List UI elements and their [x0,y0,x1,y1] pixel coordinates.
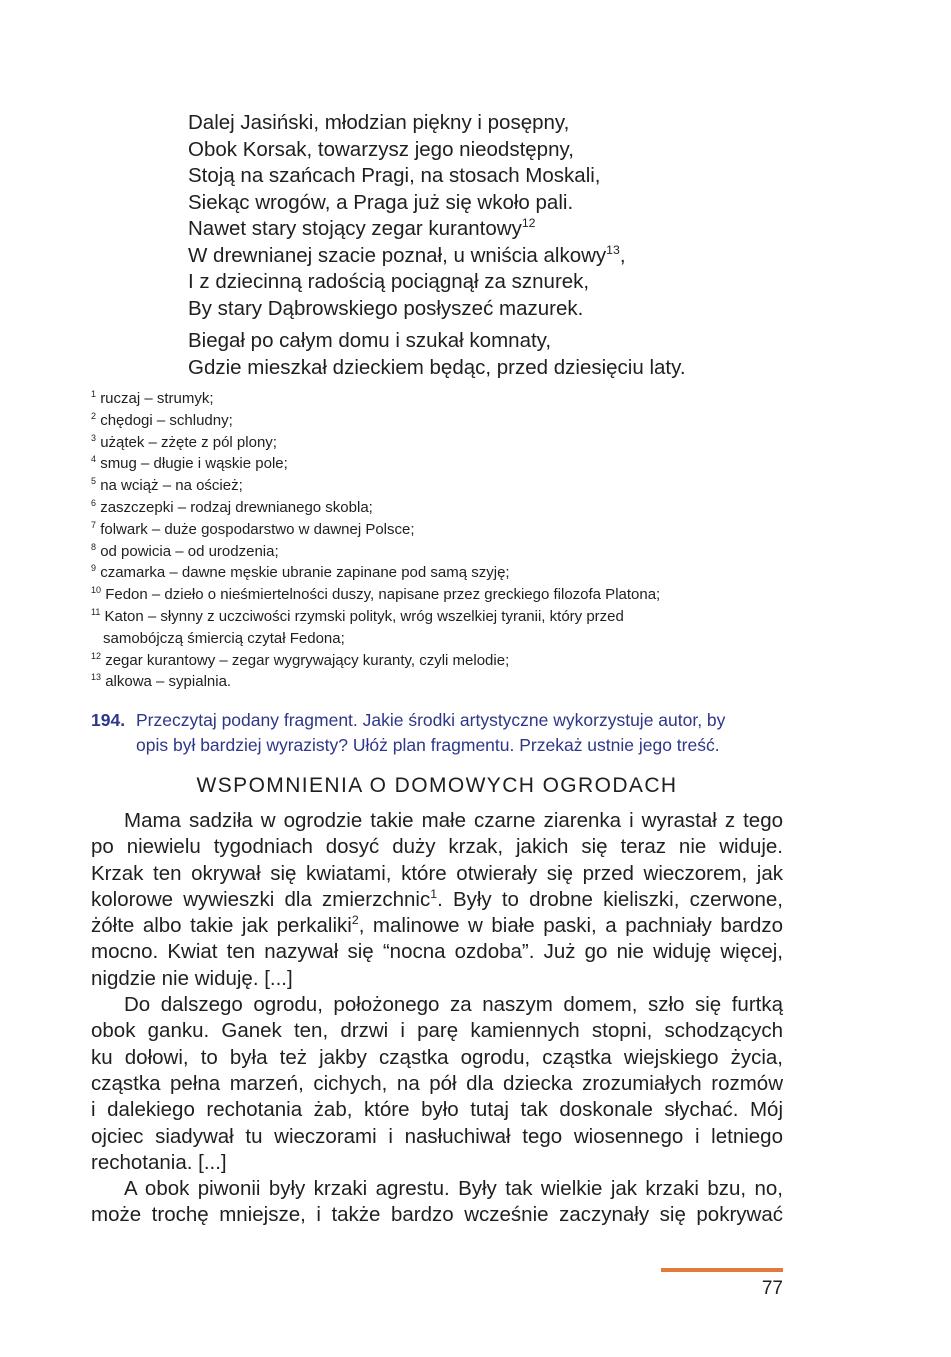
footnote: $^4$ smug – długie i wąskie pole; [91,454,288,473]
footnote: $^5$ na wciąż – na oścież; [91,476,243,495]
footnote: $^6$ zaszczepki – rodzaj drewnianego skobla; [91,497,373,516]
text-line: rechotania. [...] [91,1150,227,1174]
page-number: 77 [761,1278,783,1299]
poem-line: Gdzie mieszkał dzieckiem będąc, przed dziesięciu laty. [188,355,686,379]
text-line: ku dołowi, to była też jakby cząstka ogrodu, cząstka wiejskiego życia, [91,1045,783,1069]
text-line: A obok piwonii były krzaki agrestu. Były tak wielkie jak krzaki bzu, no, [124,1177,783,1201]
text-line: ojciec siadywał tu wieczorami i nasłuchiwał tego wiosennego i letniego [91,1124,783,1148]
poem-line: Biegał po całym domu i szukał komnaty, [188,329,552,352]
text-line: po niewielu tygodniach dosyć duży krzak, jakich się teraz nie widuje. [91,835,783,859]
poem-stanza [188,328,828,381]
exercise-line: opis był bardziej wyrazisty? Ułóż plan fragmentu. Przekaż ustnie jego treść. [136,735,720,755]
text-line: mocno. Kwiat ten nazywał się “nocna ozdoba”. Już go nie widuję więcej, [91,940,783,964]
paragraph [91,1176,783,1229]
footnote-ref: 13 [606,242,620,257]
footnote: $^9$ czamarka – dawne męskie ubranie zapinane pod samą szyję; [91,563,510,582]
poem-line: Dalej Jasiński, młodzian piękny i posępny, [188,111,570,134]
footnote-ref: 2 [351,913,359,928]
poem-line: Nawet stary stojący zegar kurantowy$^{12}$ [188,216,536,240]
poem-excerpt [188,110,828,381]
footnote: $^1$ ruczaj – strumyk; [91,389,214,407]
poem-line: Stoją na szańcach Pragi, na stosach Moskali, [188,164,601,187]
footnote: $^{13}$ alkowa – sypialnia. [91,672,232,691]
section-heading: WSPOMNIENIA O DOMOWYCH OGRODACH [196,774,678,797]
page-number-rule [661,1268,783,1272]
text-line: Krzak ten okrywał się kwiatami, które otwierały się przed wieczorem, jak [91,861,783,885]
footnote: $^2$ chędogi – schludny; [91,410,233,429]
poem-stanza [188,110,828,322]
text-line: i dalekiego rechotania żab, które było tutaj tak doskonale słychać. Mój [91,1098,783,1122]
text-line: nigdzie nie widuję. [...] [91,966,293,990]
exercise-number: 194. [91,710,126,730]
paragraph [91,808,783,992]
footnote-ref: 1 [430,887,438,902]
footnote-continuation: samobójczą śmiercią czytał Fedona; [103,629,345,647]
text-line: Do dalszego ogrodu, położonego za naszym domem, szło się furtką [124,993,783,1017]
footnote: $^{11}$ Katon – słynny z uczciwości rzymski polityk, wróg wszelkiej tyranii, który przed [91,606,624,625]
footnotes-list [91,388,791,693]
prose-text [91,808,783,1229]
poem-line: W drewnianej szacie poznał, u wniścia alkowy$^{13}$, [188,242,626,267]
footnote-ref: 12 [521,216,536,231]
poem-line: Siekąc wrogów, a Praga już się wkoło pali. [188,190,574,214]
poem-line: I z dziecinną radością pociągnął za sznurek, [188,270,590,293]
text-line: obok ganku. Ganek ten, drzwi i parę kamiennych stopni, schodzących [91,1019,783,1043]
footnote: $^8$ od powicia – od urodzenia; [91,541,279,560]
poem-line: By stary Dąbrowskiego posłyszeć mazurek. [188,296,584,320]
paragraph [91,992,783,1176]
exercise-line: 194. Przeczytaj podany fragment. Jakie środki artystyczne wykorzystuje autor, by [91,708,791,733]
text-line: kolorowe wywieszki dla zmierzchnic$^1$. Były to drobne kieliszki, czerwone, [91,887,783,911]
poem-line: Obok Korsak, towarzysz jego nieodstępny, [188,137,574,161]
text-line: cząstka pełna marzeń, cichych, na pół dla dziecka zrozumiałych rozmów [91,1071,783,1095]
footnote: $^3$ użątek – zżęte z pól plony; [91,432,277,451]
exercise-task [91,708,791,758]
text-line: Mama sadziła w ogrodzie takie małe czarne ziarenka i wyrastał z tego [124,809,783,832]
text-line: żółte albo takie jak perkaliki$^2$, malinowe w białe paski, a pachniały bardzo [91,913,784,938]
text-line: może trochę mniejsze, i także bardzo wcześnie zaczynały się pokrywać [91,1203,783,1227]
footnote: $^{12}$ zegar kurantowy – zegar wygrywający kuranty, czyli melodie; [91,650,510,669]
footnote: $^{10}$ Fedon – dzieło o nieśmiertelności duszy, napisane przez greckiego filozofa Platona; [91,585,661,604]
footnote: $^7$ folwark – duże gospodarstwo w dawnej Polsce; [91,519,415,538]
